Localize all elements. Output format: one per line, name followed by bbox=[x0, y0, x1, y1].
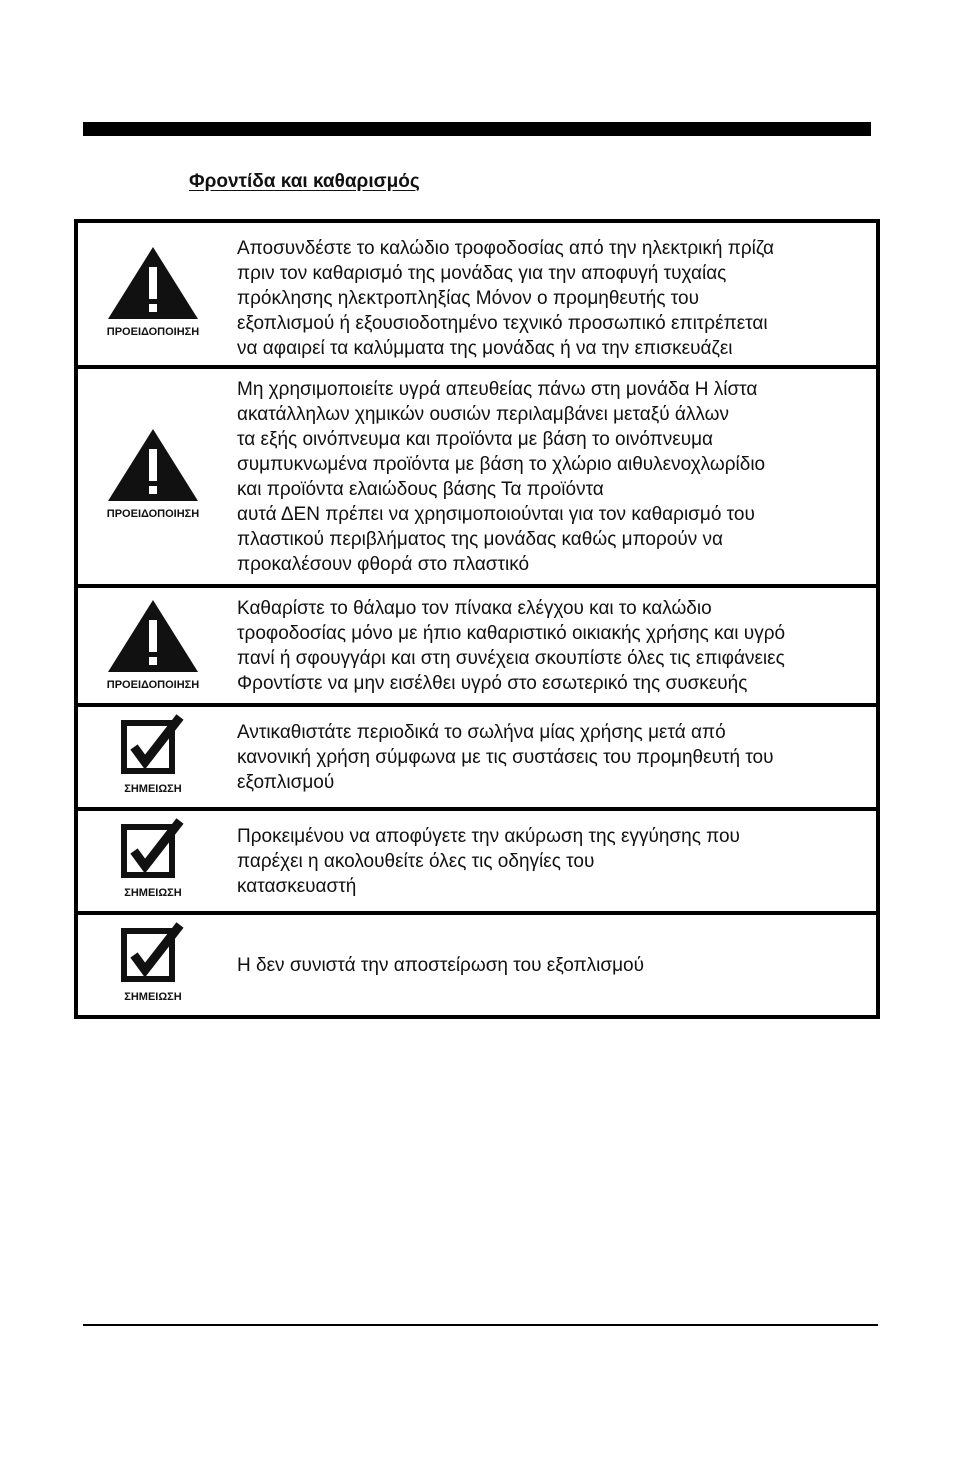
icon-cell bbox=[78, 369, 228, 584]
warning-label: ΠΡΟΕΙΔΟΠΟΙΗΣΗ bbox=[106, 326, 200, 337]
warning-text-2: Μη χρησιμοποιείτε υγρά απευθείας πάνω στη μονάδα Η λίστα ακατάλληλων χημικών ουσιών περιλαμβάνει μεταξύ άλλων τα εξής οινόπνευμα και προϊόντα με βάση το οινόπνευμα συμπυκνωμένα προϊόντα με βάση το χλώριο αιθυλενοχλωρίδιο και προϊόντα ελαιώδους βάσης Τα προϊόντα αυτά ΔΕΝ πρέπει να χρησιμοποιούνται για τον καθαρισμό του πλαστικού περιβλήματος της μονάδας καθώς μπορούν να προκαλέσουν φθορά στο πλαστικό bbox=[237, 379, 766, 575]
warning-icon bbox=[102, 427, 204, 519]
note-text-3: Η δεν συνιστά την αποστείρωση του εξοπλισμού bbox=[237, 955, 644, 976]
icon-cell bbox=[78, 588, 228, 703]
checkmark-note-icon bbox=[114, 714, 192, 796]
section-title: Φροντίδα και καθαρισμός bbox=[189, 171, 420, 192]
warning-text-3: Καθαρίστε το θάλαμο τον πίνακα ελέγχου και το καλώδιο τροφοδοσίας μόνο με ήπιο καθαριστικό οικιακής χρήσης και υγρό πανί ή σφουγγάρι και στη συνέχεια σκουπίστε όλες τις επιφάνειες Φροντίστε να μην εισέλθει υγρό στο εσωτερικό της συσκευής bbox=[237, 598, 786, 694]
warning-text-1: Αποσυνδέστε το καλώδιο τροφοδοσίας από την ηλεκτρική πρίζα πριν τον καθαρισμό της μονάδας για την αποφυγή τυχαίας πρόκλησης ηλεκτροπληξίας Μόνον ο προμηθευτής του εξοπλισμού ή εξουσιοδοτημένο τεχνικό προσωπικό επιτρέπεται να αφαιρεί τα καλύμματα της μονάδας ή να την επισκευάζει bbox=[237, 238, 774, 359]
note-label: ΣΗΜΕΙΩΣΗ bbox=[124, 887, 182, 899]
note-text-1: Αντικαθιστάτε περιοδικά το σωλήνα μίας χρήσης μετά από κανονική χρήση σύμφωνα με τις συστάσεις του προμηθευτή του εξοπλισμού bbox=[237, 722, 774, 793]
checkmark-note-icon bbox=[114, 818, 192, 900]
notice-table bbox=[74, 219, 880, 1019]
warning-row-3 bbox=[78, 584, 876, 703]
note-label: ΣΗΜΕΙΩΣΗ bbox=[124, 991, 182, 1003]
checkmark-note-icon bbox=[114, 922, 192, 1004]
note-row-3 bbox=[78, 911, 876, 1015]
warning-row-1 bbox=[78, 223, 876, 365]
note-label: ΣΗΜΕΙΩΣΗ bbox=[124, 783, 182, 795]
footer-rule bbox=[83, 1324, 878, 1326]
warning-icon bbox=[102, 245, 204, 337]
warning-label: ΠΡΟΕΙΔΟΠΟΙΗΣΗ bbox=[106, 679, 200, 690]
warning-icon bbox=[102, 598, 204, 690]
note-row-1 bbox=[78, 703, 876, 807]
warning-label: ΠΡΟΕΙΔΟΠΟΙΗΣΗ bbox=[106, 508, 200, 519]
note-row-2 bbox=[78, 807, 876, 911]
icon-cell bbox=[78, 707, 228, 807]
icon-cell bbox=[78, 811, 228, 911]
icon-cell bbox=[78, 915, 228, 1015]
warning-row-2 bbox=[78, 365, 876, 584]
icon-cell bbox=[78, 223, 228, 365]
header-bar bbox=[83, 122, 871, 136]
note-text-2: Προκειμένου να αποφύγετε την ακύρωση της εγγύησης που παρέχει η ακολουθείτε όλες τις οδηγίες του κατασκευαστή bbox=[237, 826, 740, 897]
